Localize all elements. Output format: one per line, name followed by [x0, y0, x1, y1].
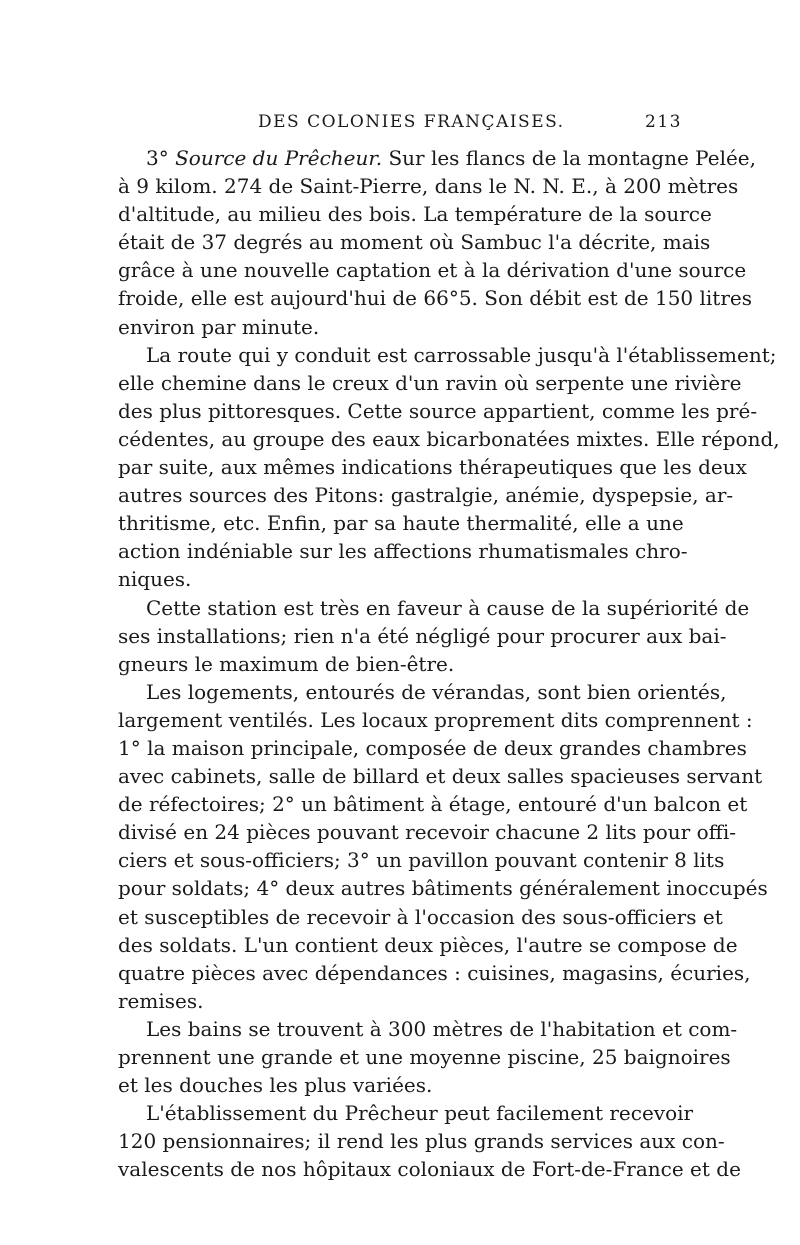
text-line: gneurs le maximum de bien-être. — [118, 651, 455, 676]
text-line: valescents de nos hôpitaux coloniaux de Fort-de-France et de — [118, 1157, 741, 1182]
text-line: ciers et sous-officiers; 3° un pavillon pouvant contenir 8 lits — [118, 848, 725, 873]
text-line: L'établissement du Prêcheur peut facilement recevoir — [146, 1101, 694, 1126]
text-line: elle chemine dans le creux d'un ravin où serpente une rivière — [118, 370, 742, 395]
text-line: avec cabinets, salle de billard et deux salles spacieuses servant — [118, 764, 763, 789]
text-line: Les logements, entourés de vérandas, sont bien orientés, — [146, 679, 727, 704]
text-line: quatre pièces avec dépendances : cuisines, magasins, écuries, — [118, 960, 751, 985]
text-line: Les bains se trouvent à 300 mètres de l'habitation et com- — [146, 1016, 738, 1041]
text-line: des plus pittoresques. Cette source appartient, comme les pré- — [118, 398, 758, 423]
text-line: des soldats. L'un contient deux pièces, l'autre se compose de — [118, 932, 738, 957]
text-line: à 9 kilom. 274 de Saint-Pierre, dans le N. N. E., à 200 mètres — [118, 174, 739, 199]
text-line: largement ventilés. Les locaux proprement dits comprennent : — [118, 707, 753, 732]
running-title: DES COLONIES FRANÇAISES. — [258, 112, 565, 132]
text-line: et susceptibles de recevoir à l'occasion des sous-officiers et — [118, 904, 723, 929]
running-header — [118, 112, 682, 140]
text-line: action indéniable sur les affections rhumatismales chro- — [118, 539, 688, 564]
text-line: autres sources des Pitons: gastralgie, anémie, dyspepsie, ar- — [118, 483, 734, 508]
text-line: pour soldats; 4° deux autres bâtiments généralement inoccupés — [118, 876, 768, 901]
text-line: était de 37 degrés au moment où Sambuc l'a décrite, mais — [118, 230, 711, 255]
text-line: 3° Source du Prêcheur. Sur les flancs de la montagne Pelée, — [146, 146, 756, 170]
text-line: par suite, aux mêmes indications thérapeutiques que les deux — [118, 455, 747, 480]
text-line: et les douches les plus variées. — [118, 1073, 433, 1098]
text-line: grâce à une nouvelle captation et à la dérivation d'une source — [118, 258, 747, 283]
text-line: La route qui y conduit est carrossable jusqu'à l'établissement; — [146, 342, 777, 367]
text-line: cédentes, au groupe des eaux bicarbonatées mixtes. Elle répond, — [118, 426, 780, 451]
text-line: divisé en 24 pièces pouvant recevoir chacune 2 lits pour offi- — [118, 820, 736, 845]
text-line: remises. — [118, 988, 204, 1013]
text-line: prennent une grande et une moyenne piscine, 25 baignoires — [118, 1045, 731, 1069]
text-line: 1° la maison principale, composée de deux grandes chambres — [118, 735, 747, 760]
text-line: ses installations; rien n'a été négligé pour procurer aux bai- — [118, 623, 727, 648]
text-line: environ par minute. — [118, 314, 320, 339]
text-line: thritisme, etc. Enfin, par sa haute thermalité, elle a une — [118, 511, 684, 536]
text-line: Cette station est très en faveur à cause de la supériorité de — [146, 595, 750, 620]
text-line: d'altitude, au milieu des bois. La température de la source — [118, 202, 712, 227]
text-line: niques. — [118, 567, 192, 592]
text-line: 120 pensionnaires; il rend les plus grands services aux con- — [118, 1129, 725, 1154]
text-line: de réfectoires; 2° un bâtiment à étage, entouré d'un balcon et — [118, 792, 748, 817]
body-text — [118, 144, 780, 1183]
text-line: froide, elle est aujourd'hui de 66°5. Son débit est de 150 litres — [118, 286, 752, 311]
page-number: 213 — [645, 112, 682, 132]
